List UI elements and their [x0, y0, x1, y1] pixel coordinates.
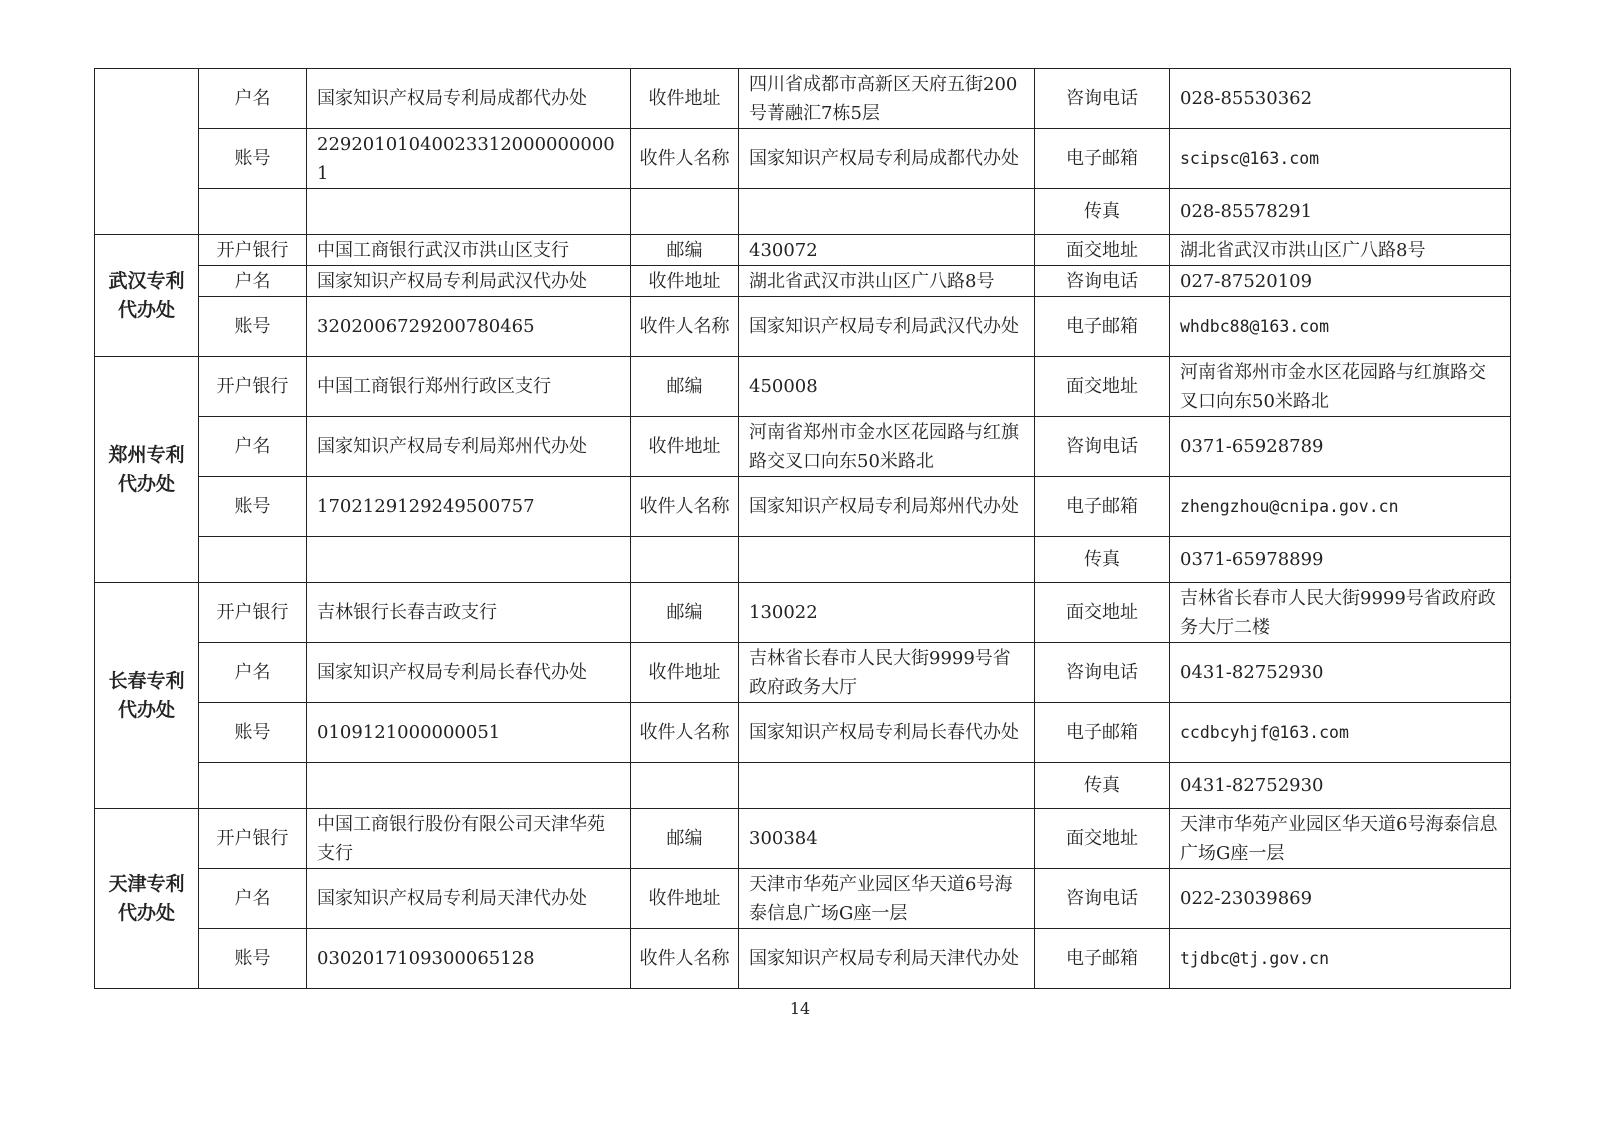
value-cell: 0431-82752930 — [1170, 763, 1511, 809]
label-cell: 收件人名称 — [631, 477, 739, 537]
value-cell: 中国工商银行郑州行政区支行 — [307, 357, 631, 417]
value-cell: 028-85530362 — [1170, 69, 1511, 129]
label-cell — [199, 189, 307, 235]
value-cell: scipsc@163.com — [1170, 129, 1511, 189]
value-cell: 吉林银行长春吉政支行 — [307, 583, 631, 643]
label-cell: 收件地址 — [631, 417, 739, 477]
label-cell: 电子邮箱 — [1035, 477, 1170, 537]
table-row — [95, 583, 1511, 643]
label-cell: 收件人名称 — [631, 297, 739, 357]
label-cell: 账号 — [199, 477, 307, 537]
value-cell: 0109121000000051 — [307, 703, 631, 763]
label-cell: 收件地址 — [631, 643, 739, 703]
label-cell: 电子邮箱 — [1035, 929, 1170, 989]
value-cell: 0431-82752930 — [1170, 643, 1511, 703]
label-cell: 开户银行 — [199, 235, 307, 266]
value-cell: 0371-65978899 — [1170, 537, 1511, 583]
table-row — [95, 297, 1511, 357]
label-cell: 账号 — [199, 703, 307, 763]
label-cell: 电子邮箱 — [1035, 703, 1170, 763]
office-name-cell — [95, 69, 199, 235]
table-row — [95, 266, 1511, 297]
value-cell: 0371-65928789 — [1170, 417, 1511, 477]
table-row — [95, 929, 1511, 989]
value-cell: 湖北省武汉市洪山区广八路8号 — [1170, 235, 1511, 266]
value-cell: 300384 — [739, 809, 1035, 869]
value-cell — [307, 537, 631, 583]
value-cell: 国家知识产权局专利局天津代办处 — [307, 869, 631, 929]
table-row — [95, 189, 1511, 235]
value-cell: 国家知识产权局专利局长春代办处 — [307, 643, 631, 703]
label-cell: 咨询电话 — [1035, 266, 1170, 297]
value-cell — [307, 189, 631, 235]
label-cell: 邮编 — [631, 235, 739, 266]
label-cell: 传真 — [1035, 189, 1170, 235]
value-cell: whdbc88@163.com — [1170, 297, 1511, 357]
value-cell: 022-23039869 — [1170, 869, 1511, 929]
page-number: 14 — [789, 999, 811, 1018]
label-cell: 电子邮箱 — [1035, 129, 1170, 189]
value-cell: 3202006729200780465 — [307, 297, 631, 357]
label-cell — [199, 763, 307, 809]
value-cell: ccdbcyhjf@163.com — [1170, 703, 1511, 763]
value-cell: 吉林省长春市人民大街9999号省政府政务大厅 — [739, 643, 1035, 703]
value-cell: tjdbc@tj.gov.cn — [1170, 929, 1511, 989]
label-cell: 面交地址 — [1035, 583, 1170, 643]
value-cell: 河南省郑州市金水区花园路与红旗路交叉口向东50米路北 — [739, 417, 1035, 477]
label-cell — [631, 537, 739, 583]
value-cell: 1702129129249500757 — [307, 477, 631, 537]
table-row — [95, 417, 1511, 477]
label-cell: 开户银行 — [199, 809, 307, 869]
label-cell: 面交地址 — [1035, 235, 1170, 266]
value-cell: 河南省郑州市金水区花园路与红旗路交叉口向东50米路北 — [1170, 357, 1511, 417]
label-cell: 邮编 — [631, 357, 739, 417]
value-cell: 国家知识产权局专利局武汉代办处 — [307, 266, 631, 297]
value-cell: 国家知识产权局专利局武汉代办处 — [739, 297, 1035, 357]
value-cell: 国家知识产权局专利局郑州代办处 — [739, 477, 1035, 537]
value-cell: 130022 — [739, 583, 1035, 643]
label-cell — [631, 763, 739, 809]
value-cell: 中国工商银行武汉市洪山区支行 — [307, 235, 631, 266]
label-cell: 电子邮箱 — [1035, 297, 1170, 357]
value-cell: 028-85578291 — [1170, 189, 1511, 235]
label-cell — [199, 537, 307, 583]
label-cell: 户名 — [199, 266, 307, 297]
table-row — [95, 643, 1511, 703]
label-cell: 账号 — [199, 297, 307, 357]
value-cell: zhengzhou@cnipa.gov.cn — [1170, 477, 1511, 537]
value-cell: 229201010400233120000000001 — [307, 129, 631, 189]
label-cell — [631, 189, 739, 235]
table-row — [95, 763, 1511, 809]
value-cell: 天津市华苑产业园区华天道6号海泰信息广场G座一层 — [739, 869, 1035, 929]
table-row — [95, 477, 1511, 537]
label-cell: 咨询电话 — [1035, 869, 1170, 929]
table-row — [95, 129, 1511, 189]
table-row — [95, 357, 1511, 417]
table-row — [95, 69, 1511, 129]
value-cell: 国家知识产权局专利局长春代办处 — [739, 703, 1035, 763]
label-cell: 咨询电话 — [1035, 643, 1170, 703]
value-cell: 四川省成都市高新区天府五街200号菁融汇7栋5层 — [739, 69, 1035, 129]
label-cell: 收件人名称 — [631, 703, 739, 763]
label-cell: 户名 — [199, 869, 307, 929]
label-cell: 邮编 — [631, 809, 739, 869]
office-name-cell: 天津专利代办处 — [95, 809, 199, 989]
table-row — [95, 703, 1511, 763]
table-row — [95, 809, 1511, 869]
label-cell: 收件人名称 — [631, 129, 739, 189]
label-cell: 账号 — [199, 129, 307, 189]
value-cell: 中国工商银行股份有限公司天津华苑支行 — [307, 809, 631, 869]
value-cell: 0302017109300065128 — [307, 929, 631, 989]
office-contact-table — [94, 68, 1511, 989]
value-cell: 国家知识产权局专利局成都代办处 — [307, 69, 631, 129]
value-cell: 027-87520109 — [1170, 266, 1511, 297]
label-cell: 开户银行 — [199, 583, 307, 643]
label-cell: 面交地址 — [1035, 357, 1170, 417]
office-name-cell: 郑州专利代办处 — [95, 357, 199, 583]
value-cell: 湖北省武汉市洪山区广八路8号 — [739, 266, 1035, 297]
table-row — [95, 235, 1511, 266]
value-cell: 国家知识产权局专利局郑州代办处 — [307, 417, 631, 477]
label-cell: 传真 — [1035, 537, 1170, 583]
label-cell: 收件地址 — [631, 69, 739, 129]
value-cell: 450008 — [739, 357, 1035, 417]
value-cell — [739, 537, 1035, 583]
office-name-cell: 武汉专利代办处 — [95, 235, 199, 357]
label-cell: 邮编 — [631, 583, 739, 643]
label-cell: 传真 — [1035, 763, 1170, 809]
label-cell: 咨询电话 — [1035, 417, 1170, 477]
label-cell: 户名 — [199, 69, 307, 129]
value-cell — [307, 763, 631, 809]
label-cell: 收件地址 — [631, 266, 739, 297]
label-cell: 咨询电话 — [1035, 69, 1170, 129]
label-cell: 收件人名称 — [631, 929, 739, 989]
label-cell: 收件地址 — [631, 869, 739, 929]
office-name-cell: 长春专利代办处 — [95, 583, 199, 809]
value-cell: 430072 — [739, 235, 1035, 266]
table-row — [95, 537, 1511, 583]
table-row — [95, 869, 1511, 929]
value-cell: 国家知识产权局专利局成都代办处 — [739, 129, 1035, 189]
value-cell — [739, 189, 1035, 235]
value-cell: 吉林省长春市人民大街9999号省政府政务大厅二楼 — [1170, 583, 1511, 643]
label-cell: 账号 — [199, 929, 307, 989]
value-cell — [739, 763, 1035, 809]
value-cell: 天津市华苑产业园区华天道6号海泰信息广场G座一层 — [1170, 809, 1511, 869]
label-cell: 面交地址 — [1035, 809, 1170, 869]
label-cell: 开户银行 — [199, 357, 307, 417]
label-cell: 户名 — [199, 417, 307, 477]
label-cell: 户名 — [199, 643, 307, 703]
value-cell: 国家知识产权局专利局天津代办处 — [739, 929, 1035, 989]
